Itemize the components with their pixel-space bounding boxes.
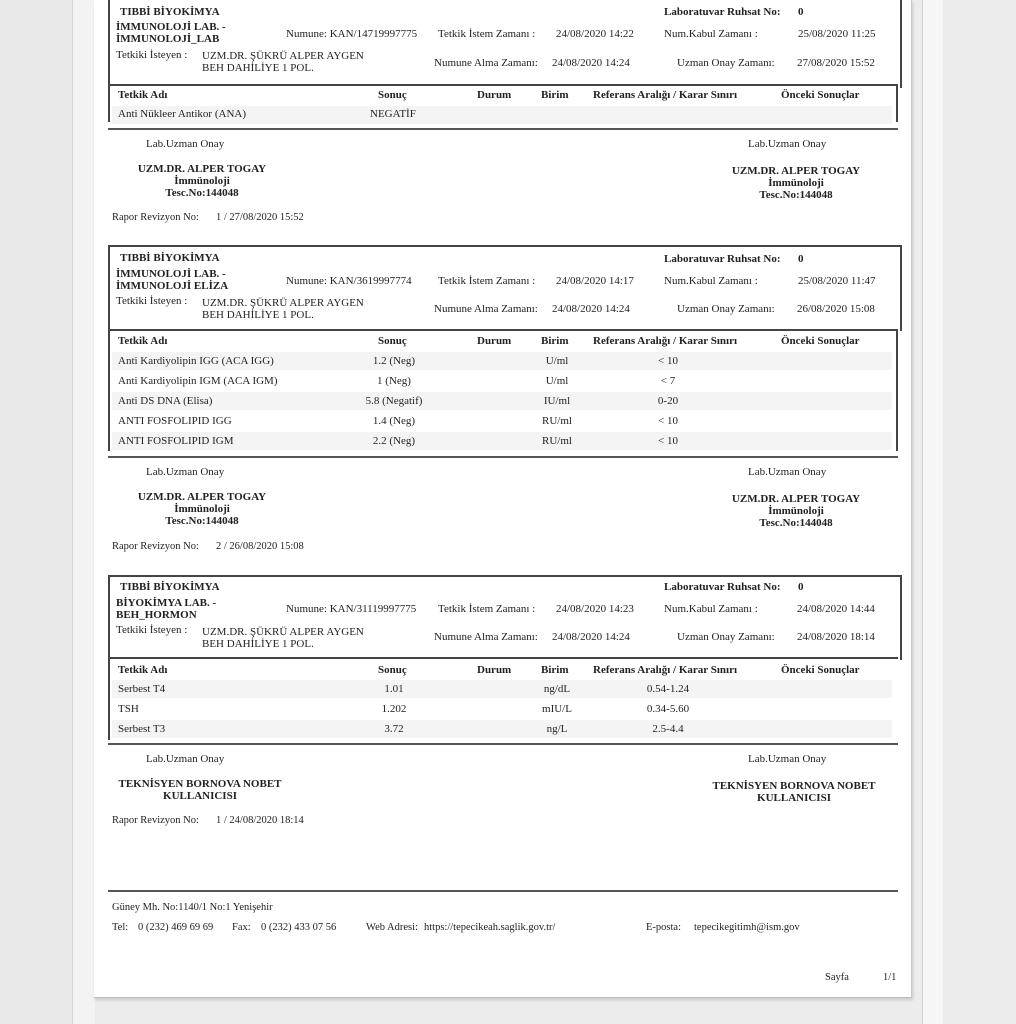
accept-time-label: Num.Kabul Zamanı : <box>664 603 758 615</box>
signer-registration: Tesc.No:144048 <box>165 515 239 527</box>
signature-caption-right: Lab.Uzman Onay <box>748 138 827 150</box>
col-header-test: Tetkik Adı <box>118 89 168 101</box>
lab-name-line1: İMMUNOLOJİ LAB. - <box>116 268 226 280</box>
requester-label: Tetkiki İsteyen : <box>116 624 188 636</box>
requester <box>202 50 364 74</box>
revision-value: 1 / 27/08/2020 15:52 <box>216 212 304 223</box>
header-divider <box>108 329 898 331</box>
lab-name-line1: İMMUNOLOJİ LAB. - <box>116 21 226 33</box>
cell-reference: < 10 <box>658 355 678 367</box>
cell-reference: < 10 <box>658 415 678 427</box>
license-value: 0 <box>798 581 804 593</box>
lab-name <box>116 268 228 292</box>
cell-result: 1.4 (Neg) <box>372 415 416 427</box>
cell-reference: 0-20 <box>657 395 679 407</box>
department-title: TIBBİ BİYOKİMYA <box>120 6 220 18</box>
cell-reference: < 10 <box>658 435 678 447</box>
sample-number <box>286 275 412 287</box>
viewer-left-gutter <box>72 0 95 1024</box>
signer-department: İmmünoloji <box>174 503 230 515</box>
requester <box>202 297 364 321</box>
viewer-scrollbar-track[interactable] <box>922 0 944 1024</box>
signer-name: UZM.DR. ALPER TOGAY <box>731 165 861 177</box>
footer-address: Güney Mh. No:1140/1 No:1 Yenişehir <box>112 902 273 913</box>
accept-time-value: 24/08/2020 14:44 <box>797 603 875 615</box>
lab-name-line2: İMMUNOLOJİ ELİZA <box>116 280 229 292</box>
request-time-value: 24/08/2020 14:23 <box>556 603 634 615</box>
footer-web-link[interactable]: https://tepecikeah.saglik.gov.tr/ <box>424 922 556 933</box>
footer-email-label: E-posta: <box>646 922 681 933</box>
signature-caption-left: Lab.Uzman Onay <box>146 138 225 150</box>
cell-unit: RU/ml <box>542 415 572 427</box>
cell-result: 1.202 <box>381 703 407 715</box>
cell-test: Serbest T4 <box>118 683 166 695</box>
cell-result: 1 (Neg) <box>377 375 411 387</box>
license-label: Laboratuvar Ruhsat No: <box>664 581 781 593</box>
license-label: Laboratuvar Ruhsat No: <box>664 6 781 18</box>
col-header-status: Durum <box>477 89 512 101</box>
request-time-label: Tetkik İstem Zamanı : <box>438 28 536 40</box>
accept-time-value: 25/08/2020 11:47 <box>798 275 876 287</box>
signer-name: UZM.DR. ALPER TOGAY <box>731 493 861 505</box>
approve-time-label: Uzman Onay Zamanı: <box>677 57 775 69</box>
signature-right <box>718 493 874 529</box>
cell-reference: < 7 <box>660 375 676 387</box>
sample-number <box>286 603 416 615</box>
footer-fax: 0 (232) 433 07 56 <box>261 922 337 933</box>
signature-left <box>110 778 290 802</box>
sample-value: KAN/31119997775 <box>329 603 417 615</box>
signer-title: KULLANICISI <box>757 792 831 804</box>
signer-department: İmmünoloji <box>768 505 824 517</box>
department-title: TIBBİ BİYOKİMYA <box>120 581 220 593</box>
table-bottom-line <box>108 128 898 130</box>
cell-unit: U/ml <box>545 355 569 367</box>
revision-value: 1 / 24/08/2020 18:14 <box>216 815 304 826</box>
footer-divider <box>108 890 898 892</box>
cell-result: NEGATİF <box>370 108 416 120</box>
table-border-right <box>896 329 898 451</box>
accept-time-label: Num.Kabul Zamanı : <box>664 28 758 40</box>
cell-test: Anti Kardiyolipin IGM (ACA IGM) <box>118 375 278 387</box>
footer-tel: 0 (232) 469 69 69 <box>138 922 214 933</box>
collect-time-value: 24/08/2020 14:24 <box>552 631 630 643</box>
col-header-reference: Referans Aralığı / Karar Sınırı <box>593 335 738 347</box>
cell-test: Anti DS DNA (Elisa) <box>118 395 213 407</box>
signer-registration: Tesc.No:144048 <box>759 189 833 201</box>
col-header-unit: Birim <box>541 89 569 101</box>
table-row-stripe <box>112 720 892 738</box>
requester-unit: BEH DAHİLİYE 1 POL. <box>202 62 314 74</box>
revision-label: Rapor Revizyon No: <box>112 212 199 223</box>
cell-test: Anti Nükleer Antikor (ANA) <box>118 108 247 120</box>
col-header-result: Sonuç <box>378 89 407 101</box>
requester-label: Tetkiki İsteyen : <box>116 49 188 61</box>
col-header-status: Durum <box>477 335 512 347</box>
collect-time-label: Numune Alma Zamanı: <box>434 631 538 643</box>
cell-reference: 2.5-4.4 <box>652 723 684 735</box>
signature-right <box>704 780 884 804</box>
requester-name: UZM.DR. ŞÜKRÜ ALPER AYGEN <box>202 626 364 638</box>
col-header-previous: Önceki Sonuçlar <box>781 89 860 101</box>
page-number: 1/1 <box>883 972 897 983</box>
request-time-label: Tetkik İstem Zamanı : <box>438 603 536 615</box>
requester-unit: BEH DAHİLİYE 1 POL. <box>202 309 314 321</box>
signature-caption-left: Lab.Uzman Onay <box>146 753 225 765</box>
col-header-unit: Birim <box>541 335 569 347</box>
sample-label: Numune: <box>286 28 327 40</box>
table-border-right <box>896 84 898 122</box>
cell-test: ANTI FOSFOLIPID IGM <box>118 435 234 447</box>
col-header-result: Sonuç <box>378 335 407 347</box>
approve-time-label: Uzman Onay Zamanı: <box>677 303 775 315</box>
cell-result: 3.72 <box>384 723 404 735</box>
approve-time-value: 27/08/2020 15:52 <box>797 57 875 69</box>
license-value: 0 <box>798 6 804 18</box>
cell-reference: 0.54-1.24 <box>646 683 690 695</box>
approve-time-value: 24/08/2020 18:14 <box>797 631 875 643</box>
col-header-previous: Önceki Sonuçlar <box>781 664 860 676</box>
cell-test: TSH <box>118 703 139 715</box>
collect-time-value: 24/08/2020 14:24 <box>552 57 630 69</box>
signer-name: TEKNİSYEN BORNOVA NOBET <box>712 780 876 792</box>
approve-time-label: Uzman Onay Zamanı: <box>677 631 775 643</box>
footer-tel-label: Tel: <box>112 922 129 933</box>
cell-unit: U/ml <box>545 375 569 387</box>
viewer-left-background <box>0 0 72 1024</box>
footer-fax-label: Fax: <box>232 922 251 933</box>
license-value: 0 <box>798 253 804 265</box>
table-bottom-line <box>108 743 898 745</box>
footer-email-link[interactable]: tepecikegitimh@ism.gov <box>694 922 800 933</box>
requester-label: Tetkiki İsteyen : <box>116 295 188 307</box>
viewer-right-background <box>943 0 1016 1024</box>
table-row-stripe <box>112 392 892 410</box>
revision-value: 2 / 26/08/2020 15:08 <box>216 541 304 552</box>
signer-department: İmmünoloji <box>174 175 230 187</box>
revision-label: Rapor Revizyon No: <box>112 541 199 552</box>
table-row-stripe <box>112 680 892 698</box>
signature-left <box>124 491 280 527</box>
lab-name-line2: İMMUNOLOJİ_LAB <box>116 33 220 45</box>
col-header-reference: Referans Aralığı / Karar Sınırı <box>593 89 738 101</box>
cell-test: Anti Kardiyolipin IGG (ACA IGG) <box>118 355 274 367</box>
cell-result: 1.01 <box>384 683 404 695</box>
signature-caption-right: Lab.Uzman Onay <box>748 466 827 478</box>
cell-result: 2.2 (Neg) <box>372 435 416 447</box>
report-header-box <box>108 0 902 88</box>
table-bottom-line <box>108 456 898 458</box>
sample-number <box>286 28 417 40</box>
license-label: Laboratuvar Ruhsat No: <box>664 253 781 265</box>
table-border-left <box>108 329 110 451</box>
requester <box>202 626 364 650</box>
table-border-left <box>108 84 110 122</box>
page-label: Sayfa <box>825 972 849 983</box>
sample-label: Numune: <box>286 603 327 615</box>
requester-name: UZM.DR. ŞÜKRÜ ALPER AYGEN <box>202 297 364 309</box>
col-header-status: Durum <box>477 664 512 676</box>
signer-registration: Tesc.No:144048 <box>165 187 239 199</box>
col-header-result: Sonuç <box>378 664 407 676</box>
cell-reference: 0.34-5.60 <box>646 703 690 715</box>
lab-name <box>116 21 226 45</box>
cell-unit: ng/L <box>546 723 568 735</box>
signer-name: UZM.DR. ALPER TOGAY <box>137 491 267 503</box>
signature-caption-left: Lab.Uzman Onay <box>146 466 225 478</box>
cell-result: 1.2 (Neg) <box>372 355 416 367</box>
lab-name-line1: BİYOKİMYA LAB. - <box>116 597 217 609</box>
col-header-previous: Önceki Sonuçlar <box>781 335 860 347</box>
requester-unit: BEH DAHİLİYE 1 POL. <box>202 638 314 650</box>
cell-unit: mIU/L <box>542 703 572 715</box>
signer-title: KULLANICISI <box>163 790 237 802</box>
cell-test: ANTI FOSFOLIPID IGG <box>118 415 232 427</box>
header-divider <box>108 657 898 659</box>
sample-value: KAN/3619997774 <box>329 275 412 287</box>
signer-department: İmmünoloji <box>768 177 824 189</box>
accept-time-value: 25/08/2020 11:25 <box>798 28 876 40</box>
document-page <box>94 0 912 998</box>
col-header-unit: Birim <box>541 664 569 676</box>
request-time-value: 24/08/2020 14:17 <box>556 275 634 287</box>
signature-right <box>718 165 874 201</box>
signature-caption-right: Lab.Uzman Onay <box>748 753 827 765</box>
lab-name <box>116 597 216 621</box>
accept-time-label: Num.Kabul Zamanı : <box>664 275 758 287</box>
sample-value: KAN/14719997775 <box>329 28 418 40</box>
header-divider <box>108 84 898 86</box>
approve-time-value: 26/08/2020 15:08 <box>797 303 875 315</box>
collect-time-label: Numune Alma Zamanı: <box>434 57 538 69</box>
collect-time-value: 24/08/2020 14:24 <box>552 303 630 315</box>
col-header-reference: Referans Aralığı / Karar Sınırı <box>593 664 738 676</box>
col-header-test: Tetkik Adı <box>118 664 168 676</box>
footer-web-label: Web Adresi: <box>366 922 418 933</box>
col-header-test: Tetkik Adı <box>118 335 168 347</box>
request-time-value: 24/08/2020 14:22 <box>556 28 634 40</box>
requester-name: UZM.DR. ŞÜKRÜ ALPER AYGEN <box>202 50 364 62</box>
table-border-left <box>108 657 110 740</box>
lab-name-line2: BEH_HORMON <box>116 609 197 621</box>
cell-unit: RU/ml <box>542 435 572 447</box>
signer-registration: Tesc.No:144048 <box>759 517 833 529</box>
department-title: TIBBİ BİYOKİMYA <box>120 252 220 264</box>
signature-left <box>124 163 280 199</box>
signer-name: UZM.DR. ALPER TOGAY <box>137 163 267 175</box>
revision-label: Rapor Revizyon No: <box>112 815 199 826</box>
collect-time-label: Numune Alma Zamanı: <box>434 303 538 315</box>
request-time-label: Tetkik İstem Zamanı : <box>438 275 536 287</box>
signer-name: TEKNİSYEN BORNOVA NOBET <box>118 778 282 790</box>
cell-unit: IU/ml <box>543 395 571 407</box>
cell-unit: ng/dL <box>543 683 571 695</box>
cell-result: 5.8 (Negatif) <box>365 395 423 407</box>
cell-test: Serbest T3 <box>118 723 166 735</box>
sample-label: Numune: <box>286 275 327 287</box>
